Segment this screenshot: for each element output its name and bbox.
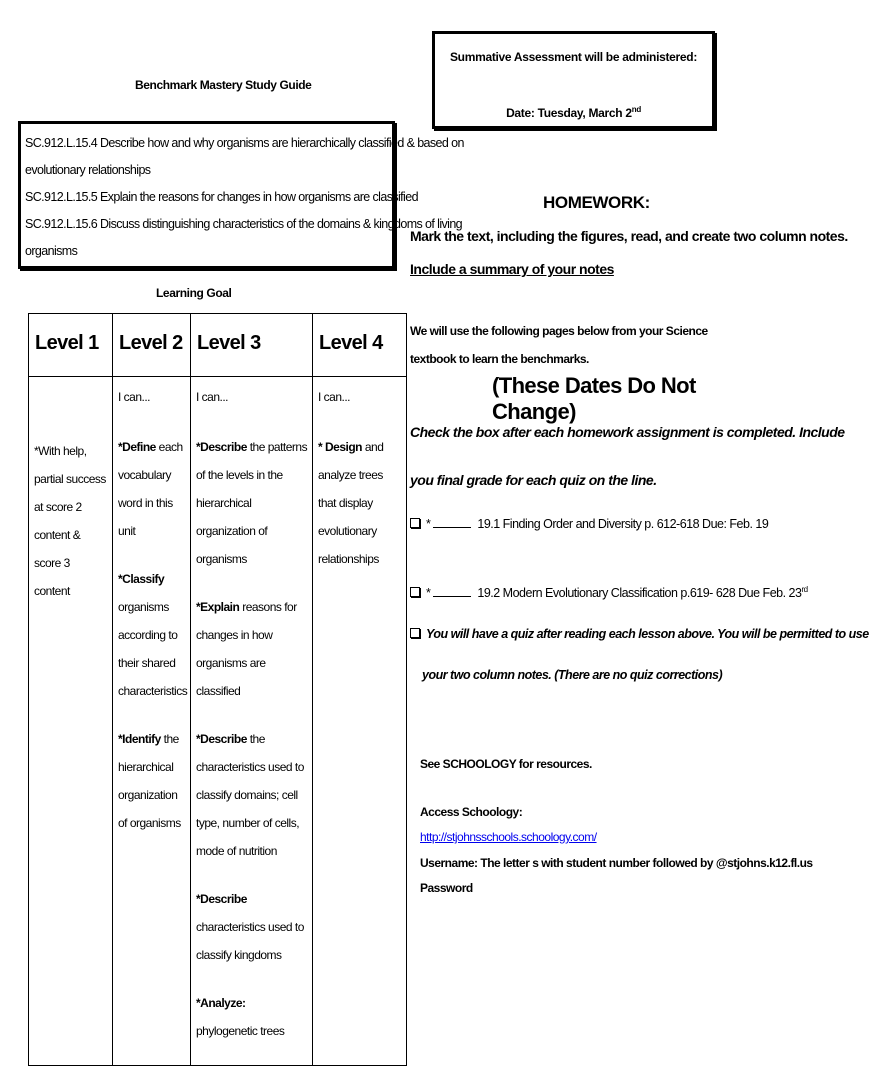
rubric-item: [196, 885, 308, 969]
assignment-row: [410, 585, 808, 600]
asterisk: *: [426, 586, 431, 601]
assignment-text-main: 19.2 Modern Evolutionary Classification p.619- 628 Due Feb. 23: [477, 586, 802, 601]
grade-blank-line[interactable]: [433, 517, 471, 528]
rubric-item: [118, 725, 186, 837]
rubric-header-level-1: Level 1: [29, 314, 113, 377]
grade-blank-line[interactable]: [433, 586, 471, 597]
rubric-item-text: each vocabulary word in this unit: [118, 440, 183, 538]
check-box-instruction: Check the box after each homework assignment is completed. Include: [410, 424, 845, 440]
checkbox-icon[interactable]: [410, 587, 420, 597]
rubric-item-verb: *Describe: [196, 732, 247, 746]
rubric-cell-head: I can...: [118, 390, 151, 404]
rubric-item: [196, 725, 308, 865]
rubric-header-level-3: Level 3: [191, 314, 313, 377]
assignment-row: [410, 517, 768, 531]
assignment-text: [477, 585, 807, 600]
rubric-item: [118, 565, 186, 705]
rubric-item-verb: *Describe: [196, 440, 247, 454]
rubric-header-level-4: Level 4: [313, 314, 407, 377]
rubric-item-verb: *Explain: [196, 600, 240, 614]
rubric-header-level-2: Level 2: [113, 314, 191, 377]
schoology-resources-note: See SCHOOLOGY for resources.: [420, 757, 592, 771]
rubric-item: [34, 437, 108, 605]
summative-heading: Summative Assessment will be administered:: [449, 50, 698, 64]
rubric-item: [118, 433, 186, 545]
rubric-item: [196, 433, 308, 573]
rubric-item-verb: *Analyze:: [196, 996, 246, 1010]
rubric-cell-level-3: [191, 377, 313, 1066]
rubric-item-text: phylogenetic trees: [196, 1024, 285, 1038]
rubric-item-verb: *Define: [118, 440, 156, 454]
rubric-item-text: the hierarchical organization of organisms: [118, 732, 181, 830]
assignment-text: 19.1 Finding Order and Diversity p. 612-618 Due: Feb. 19: [477, 517, 769, 531]
rubric-cell-head: I can...: [318, 390, 351, 404]
standard-line: evolutionary relationships: [25, 163, 151, 177]
quiz-note-text: You will have a quiz after reading each lesson above. You will be permitted to use: [426, 627, 869, 641]
rubric-header-row: [29, 314, 407, 377]
rubric-item-verb: *Identify: [118, 732, 161, 746]
page-title: Benchmark Mastery Study Guide: [135, 78, 312, 92]
standard-line: organisms: [25, 244, 78, 258]
rubric-item: [318, 433, 402, 573]
quiz-grade-instruction: you final grade for each quiz on the line.: [410, 472, 657, 488]
checkbox-icon[interactable]: [410, 518, 420, 528]
password-label: Password: [420, 881, 473, 895]
rubric-item: [196, 989, 308, 1045]
summative-assessment-box: [432, 31, 715, 129]
rubric-item-text: reasons for changes in how organisms are classified: [196, 600, 297, 698]
rubric-cell-level-4: [313, 377, 407, 1066]
summative-date: [435, 105, 712, 120]
rubric-cell-head: [34, 383, 108, 411]
quiz-note-continued: your two column notes. (There are no quiz corrections): [422, 668, 723, 682]
rubric-item-verb: * Design: [318, 440, 363, 454]
rubric-cell-head: I can...: [196, 390, 229, 404]
rubric-item-text: organisms according to their shared characteristics: [118, 600, 188, 698]
standard-line: SC.912.L.15.6 Discuss distinguishing characteristics of the domains & kingdoms of living: [25, 217, 463, 231]
rubric-item-text: characteristics used to classify kingdoms: [196, 920, 304, 962]
summative-date-suffix: nd: [631, 105, 641, 114]
schoology-link[interactable]: http://stjohnsschools.schoology.com/: [420, 830, 597, 844]
learning-goal-heading: Learning Goal: [156, 286, 232, 300]
rubric-cell-level-1: [29, 377, 113, 1066]
quiz-note-row: [410, 627, 869, 641]
summative-date-text: Date: Tuesday, March 2: [506, 106, 632, 120]
rubric-body-row: [29, 377, 407, 1066]
standard-line: SC.912.L.15.4 Describe how and why organisms are hierarchically classified & based on: [25, 136, 464, 150]
rubric-cell-level-2: [113, 377, 191, 1066]
rubric-item: [196, 593, 308, 705]
access-schoology-heading: Access Schoology:: [420, 805, 523, 819]
dates-heading: (These Dates Do Not Change): [492, 373, 696, 424]
username-instruction: Username: The letter s with student number followed by @stjohns.k12.fl.us: [420, 856, 813, 870]
homework-summary-instruction: Include a summary of your notes: [410, 261, 614, 277]
homework-instruction: Mark the text, including the figures, read, and create two column notes.: [410, 228, 848, 244]
learning-goal-rubric: [28, 313, 407, 1066]
homework-heading: HOMEWORK:: [543, 193, 650, 212]
checkbox-icon[interactable]: [410, 628, 420, 638]
standards-box: [18, 121, 464, 269]
rubric-item-verb: *Classify: [118, 572, 165, 586]
rubric-item-text: and analyze trees that display evolutionary relationships: [318, 440, 384, 566]
rubric-item-text: the characteristics used to classify domains; cell type, number of cells, mode of nutrition: [196, 732, 304, 858]
assignment-text-suffix: rd: [801, 585, 808, 594]
standard-line: SC.912.L.15.5 Explain the reasons for changes in how organisms are classified: [25, 190, 418, 204]
textbook-pages-note: We will use the following pages below from your Science textbook to learn the benchmarks.: [410, 324, 708, 366]
rubric-item-verb: *Describe: [196, 892, 247, 906]
rubric-item-text: the patterns of the levels in the hierarchical organization of organisms: [196, 440, 308, 566]
rubric-item-text: *With help, partial success at score 2 content & score 3 content: [34, 444, 106, 598]
asterisk: *: [426, 517, 431, 531]
